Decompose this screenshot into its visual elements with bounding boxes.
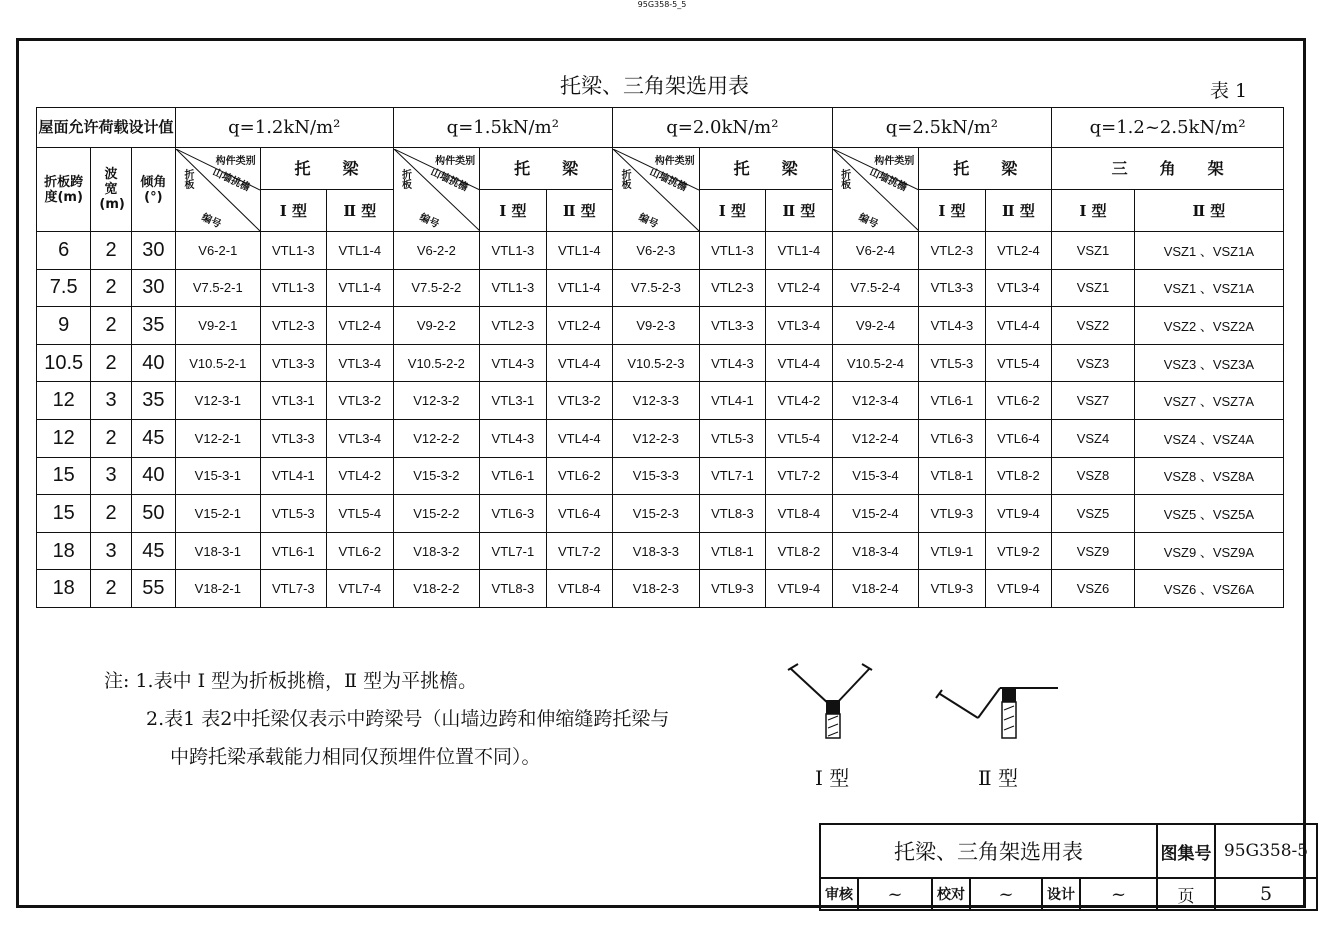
table-row [37,419,1284,457]
table-cell: VSZ6 、VSZ6A [1134,570,1283,608]
table-cell: V6-2-4 [832,232,919,270]
table-cell: VSZ4 、VSZ4A [1134,419,1283,457]
table-cell: V12-3-2 [393,382,480,420]
table-cell: V12-2-3 [613,419,700,457]
table-cell: V6-2-1 [176,232,261,270]
table-cell: V10.5-2-1 [176,344,261,382]
table-cell: V18-3-1 [176,532,261,570]
table-cell: VSZ2 [1052,307,1135,345]
table-cell: VTL7-2 [766,457,832,495]
table-cell: VTL9-3 [699,570,765,608]
table-cell: V18-2-4 [832,570,919,608]
table-cell: VTL8-1 [919,457,985,495]
diag-plate-label: 折板 [619,168,631,189]
table-cell: V12-2-4 [832,419,919,457]
table-cell: VTL4-4 [985,307,1051,345]
table-row [37,344,1284,382]
table-cell: VTL2-4 [327,307,393,345]
table-cell: V12-3-4 [832,382,919,420]
table-cell: VTL2-4 [766,269,832,307]
table-cell: VTL1-3 [260,232,326,270]
diag-type-label: 构件类别 [435,155,476,167]
table-cell: V12-2-1 [176,419,261,457]
type2-header: Ⅱ 型 [546,190,612,232]
table-cell: VTL9-2 [985,532,1051,570]
table-cell: VSZ1 、VSZ1A [1134,232,1283,270]
table-cell: 15 [37,495,91,533]
diag-type-label: 构件类别 [874,155,915,167]
load-label: 屋面允许荷载设计值 [37,108,176,148]
table-cell: 2 [91,419,131,457]
type2-figure [936,688,1058,738]
table-cell: VTL8-2 [985,457,1051,495]
table-cell: VTL1-4 [327,232,393,270]
notes [104,662,669,776]
table-cell: V18-3-2 [393,532,480,570]
table-cell: VTL4-4 [546,344,612,382]
review-signature: ~ [858,878,932,910]
table-cell: VTL8-4 [546,570,612,608]
table-cell: 6 [37,232,91,270]
table-cell: V15-2-2 [393,495,480,533]
table-cell: VTL5-3 [919,344,985,382]
beam-header-1: 托 梁 [260,148,393,190]
eave-type-figures [780,660,1080,750]
type1-header: I 型 [699,190,765,232]
table-cell: V7.5-2-3 [613,269,700,307]
table-cell: VTL2-4 [985,232,1051,270]
table-cell: VTL1-4 [766,232,832,270]
table-cell: VTL9-3 [919,570,985,608]
table-cell: VTL4-4 [766,344,832,382]
table-cell: VTL9-1 [919,532,985,570]
diag-no-label: 编号 [636,211,660,231]
col-wave-header: 波宽(m) [91,148,131,232]
table-cell: VTL5-4 [766,419,832,457]
table-cell: 15 [37,457,91,495]
table-cell: VSZ1 [1052,232,1135,270]
diag-no-label: 编号 [417,211,441,231]
type2-header: Ⅱ 型 [327,190,393,232]
design-label: 设计 [1042,878,1080,910]
table-cell: V18-2-2 [393,570,480,608]
table-cell: V9-2-2 [393,307,480,345]
table-cell: VTL8-1 [699,532,765,570]
table-cell: 45 [131,532,175,570]
table-row [37,495,1284,533]
diag-plate-label: 折板 [182,168,193,189]
table-cell: 3 [91,382,131,420]
note-line-1 [104,662,669,700]
table-cell: VTL5-4 [985,344,1051,382]
table-cell: VTL7-3 [260,570,326,608]
table-cell: 30 [131,269,175,307]
table-cell: VSZ9 [1052,532,1135,570]
diag-plate-label: 折板 [838,168,850,189]
table-cell: 12 [37,382,91,420]
q-group-5: q=1.2~2.5kN/m² [1052,108,1284,148]
table-cell: 2 [91,307,131,345]
table-row [37,532,1284,570]
type2-header: Ⅱ 型 [766,190,832,232]
table-cell: V12-3-3 [613,382,700,420]
diag-no-label: 编号 [199,211,223,231]
type2-header: Ⅱ 型 [985,190,1051,232]
diag-type-label: 构件类别 [654,155,695,167]
table-cell: VTL3-3 [260,419,326,457]
beam-header-3: 托 梁 [699,148,832,190]
type1-header: I 型 [260,190,326,232]
review-label: 审核 [820,878,858,910]
table-cell: VTL2-3 [480,307,546,345]
selection-table [36,107,1284,608]
diag-plate-label: 折板 [399,168,411,189]
diagonal-header-3 [613,148,700,232]
check-label: 校对 [932,878,970,910]
table-row [37,307,1284,345]
table-cell: VTL6-1 [480,457,546,495]
figure-label-type2: Ⅱ 型 [978,766,1018,790]
table-cell: V6-2-3 [613,232,700,270]
table-cell: V9-2-3 [613,307,700,345]
table-cell: V15-3-2 [393,457,480,495]
table-cell: V7.5-2-4 [832,269,919,307]
q-group-3: q=2.0kN/m² [613,108,833,148]
table-cell: V18-2-1 [176,570,261,608]
table-cell: 7.5 [37,269,91,307]
note-2: 2.表1 表2中托梁仅表示中跨梁号（山墙边跨和伸缩缝跨托梁与 [146,708,670,730]
table-cell: V6-2-2 [393,232,480,270]
table-cell: VTL3-3 [260,344,326,382]
table-cell: VTL6-1 [260,532,326,570]
table-cell: 9 [37,307,91,345]
q-group-2: q=1.5kN/m² [393,108,613,148]
table-cell: V9-2-4 [832,307,919,345]
atlas-label: 图集号 [1157,824,1215,878]
table-cell: VSZ2 、VSZ2A [1134,307,1283,345]
table-cell: VTL4-3 [699,344,765,382]
table-cell: VSZ4 [1052,419,1135,457]
page-label: 95G358-5_5 [637,0,687,9]
table-cell: 2 [91,232,131,270]
type1-header: I 型 [480,190,546,232]
table-cell: 50 [131,495,175,533]
table-cell: VTL3-4 [327,419,393,457]
table-cell: VSZ5 [1052,495,1135,533]
table-cell: 35 [131,307,175,345]
table-cell: V12-2-2 [393,419,480,457]
table-cell: 2 [91,495,131,533]
table-cell: 40 [131,457,175,495]
table-cell: 18 [37,570,91,608]
table-cell: VTL8-4 [766,495,832,533]
table-cell: VTL1-3 [480,269,546,307]
type1-figure [788,664,872,738]
table-cell: VTL5-3 [260,495,326,533]
table-cell: VTL3-3 [919,269,985,307]
table-cell: V7.5-2-1 [176,269,261,307]
table-cell: VSZ1 [1052,269,1135,307]
table-cell: 40 [131,344,175,382]
table-cell: VTL2-3 [699,269,765,307]
note-1: 1.表中 I 型为折板挑檐，Ⅱ 型为平挑檐。 [135,670,478,692]
table-row [37,269,1284,307]
table-cell: 55 [131,570,175,608]
table-cell: VTL3-1 [480,382,546,420]
table-cell: VSZ5 、VSZ5A [1134,495,1283,533]
table-cell: 30 [131,232,175,270]
table-cell: VTL4-2 [766,382,832,420]
table-cell: VSZ3 、VSZ3A [1134,344,1283,382]
table-cell: VTL3-2 [327,382,393,420]
beam-header-4: 托 梁 [919,148,1052,190]
table-cell: VTL6-3 [919,419,985,457]
type1-header: I 型 [919,190,985,232]
table-cell: VTL3-4 [985,269,1051,307]
table-cell: VTL1-3 [699,232,765,270]
table-cell: V10.5-2-3 [613,344,700,382]
table-cell: VTL3-1 [260,382,326,420]
design-signature: ~ [1080,878,1157,910]
table-cell: VTL7-1 [480,532,546,570]
table-cell: VTL6-2 [327,532,393,570]
table-cell: VTL6-4 [985,419,1051,457]
table-cell: V7.5-2-2 [393,269,480,307]
table-cell: VTL6-3 [480,495,546,533]
table-cell: VTL2-3 [919,232,985,270]
table-cell: V15-3-4 [832,457,919,495]
table-title: 托梁、三角架选用表 [560,74,749,98]
diag-wall-label: 山墙挑檐 [428,166,470,194]
table-cell: VTL7-1 [699,457,765,495]
table-cell: VTL9-4 [985,495,1051,533]
table-cell: VTL8-2 [766,532,832,570]
table-cell: VTL4-1 [260,457,326,495]
notes-prefix: 注: [104,670,130,692]
table-cell: VTL1-3 [260,269,326,307]
col-span-header: 折板跨度(m) [37,148,91,232]
figure-label-type1: I 型 [815,766,850,790]
table-cell: V18-2-3 [613,570,700,608]
table-cell: VTL4-2 [327,457,393,495]
table-cell: VTL8-3 [480,570,546,608]
table-cell: VSZ6 [1052,570,1135,608]
diag-wall-label: 山墙挑檐 [647,166,689,194]
table-cell: VTL5-4 [327,495,393,533]
table-cell: VTL1-3 [480,232,546,270]
atlas-number: 95G358-5 [1215,824,1317,878]
table-cell: VTL7-2 [546,532,612,570]
note-3: 中跨托梁承载能力相同仅预埋件位置不同）。 [170,746,541,768]
table-cell: VTL2-4 [546,307,612,345]
table-cell: V15-2-1 [176,495,261,533]
check-signature: ~ [970,878,1042,910]
table-cell: VTL4-3 [480,344,546,382]
table-row [37,232,1284,270]
table-cell: VSZ9 、VSZ9A [1134,532,1283,570]
table-cell: 10.5 [37,344,91,382]
table-cell: VTL9-4 [766,570,832,608]
table-cell: V15-3-1 [176,457,261,495]
diag-type-label: 构件类别 [215,155,256,167]
diag-no-label: 编号 [856,211,880,231]
table-cell: 35 [131,382,175,420]
title-block [819,823,1318,911]
table-cell: VTL2-3 [260,307,326,345]
type1-header: I 型 [1052,190,1135,232]
table-cell: V9-2-1 [176,307,261,345]
table-cell: V18-3-4 [832,532,919,570]
table-cell: VTL1-4 [546,269,612,307]
page-number: 5 [1215,878,1317,910]
table-row [37,382,1284,420]
table-cell: VTL6-1 [919,382,985,420]
table-cell: VTL1-4 [327,269,393,307]
table-cell: 2 [91,570,131,608]
table-cell: VTL4-3 [919,307,985,345]
table-cell: VSZ8 [1052,457,1135,495]
table-cell: V10.5-2-4 [832,344,919,382]
table-cell: V18-3-3 [613,532,700,570]
table-cell: VTL6-2 [546,457,612,495]
table-cell: VSZ7 、VSZ7A [1134,382,1283,420]
table-cell: 18 [37,532,91,570]
table-cell: VTL3-3 [699,307,765,345]
table-cell: 2 [91,269,131,307]
diagonal-header-1 [176,148,261,232]
diagonal-header-2 [393,148,480,232]
table-cell: V15-2-3 [613,495,700,533]
table-cell: V12-3-1 [176,382,261,420]
diag-wall-label: 山墙挑檐 [210,166,252,194]
table-number: 表 1 [1210,80,1248,102]
diagonal-header-4 [832,148,919,232]
table-cell: VTL6-2 [985,382,1051,420]
table-cell: V15-3-3 [613,457,700,495]
table-cell: VTL4-3 [480,419,546,457]
diag-wall-label: 山墙挑檐 [867,166,909,194]
table-cell: VTL7-4 [327,570,393,608]
table-cell: VTL4-4 [546,419,612,457]
table-cell: VTL4-1 [699,382,765,420]
beam-header-2: 托 梁 [480,148,613,190]
table-cell: 3 [91,532,131,570]
table-body [37,232,1284,608]
table-cell: VTL9-4 [985,570,1051,608]
table-cell: VTL9-3 [919,495,985,533]
table-cell: 45 [131,419,175,457]
table-cell: V10.5-2-2 [393,344,480,382]
table-cell: VTL3-2 [546,382,612,420]
page-label-cell: 页 [1157,878,1215,910]
table-cell: VTL6-4 [546,495,612,533]
table-cell: VSZ8 、VSZ8A [1134,457,1283,495]
q-group-1: q=1.2kN/m² [176,108,394,148]
q-group-4: q=2.5kN/m² [832,108,1052,148]
table-cell: VSZ7 [1052,382,1135,420]
table-cell: VTL5-3 [699,419,765,457]
table-cell: VTL8-3 [699,495,765,533]
table-row [37,570,1284,608]
table-cell: 12 [37,419,91,457]
table-cell: 3 [91,457,131,495]
table-cell: VTL3-4 [766,307,832,345]
table-cell: VTL1-4 [546,232,612,270]
table-cell: 2 [91,344,131,382]
title-block-title: 托梁、三角架选用表 [820,824,1157,878]
col-angle-header: 倾角(°) [131,148,175,232]
tri-header: 三 角 架 [1052,148,1284,190]
table-cell: V15-2-4 [832,495,919,533]
type2-header: Ⅱ 型 [1134,190,1283,232]
table-cell: VTL3-4 [327,344,393,382]
table-row [37,457,1284,495]
table-cell: VSZ3 [1052,344,1135,382]
table-cell: VSZ1 、VSZ1A [1134,269,1283,307]
